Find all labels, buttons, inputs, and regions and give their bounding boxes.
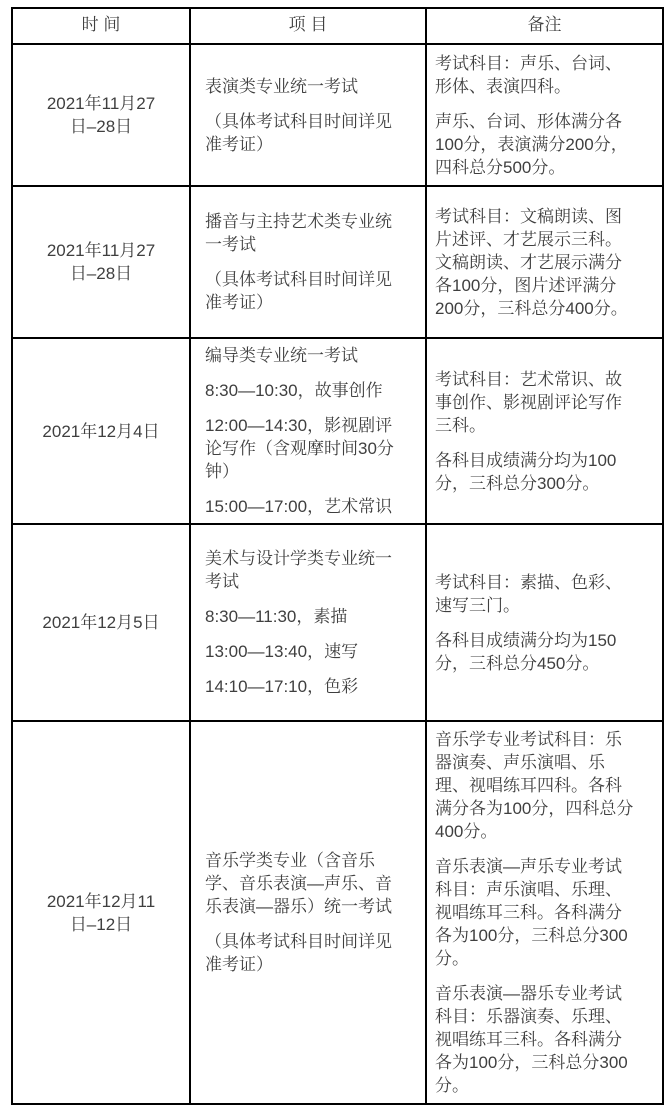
project-cell: 美术与设计学类专业统一考试 8:30—11:30，素描 13:00—13:40，速写 14:10—17:10，色彩: [190, 524, 426, 721]
time-cell: 2021年11月27 日–28日: [12, 186, 190, 338]
table-body: [12, 44, 663, 1104]
header-row: [12, 8, 663, 44]
column-header-notes: 备注: [426, 8, 663, 44]
table-row: [12, 721, 663, 1104]
table-row: [12, 44, 663, 186]
time-cell: 2021年12月4日: [12, 338, 190, 524]
table-row: [12, 186, 663, 338]
table-row: [12, 338, 663, 524]
table-row: [12, 524, 663, 721]
column-header-project: 项 目: [190, 8, 426, 44]
project-cell: 播音与主持艺术类专业统一考试 （具体考试科目时间详见准考证）: [190, 186, 426, 338]
time-cell: 2021年11月27 日–28日: [12, 44, 190, 186]
project-cell: 表演类专业统一考试 （具体考试科目时间详见准考证）: [190, 44, 426, 186]
table-header: [12, 8, 663, 44]
exam-schedule-table: [11, 7, 664, 1105]
time-cell: 2021年12月5日: [12, 524, 190, 721]
notes-cell: 考试科目：素描、色彩、速写三门。 各科目成绩满分均为150分，三科总分450分。: [426, 524, 663, 721]
project-cell: 音乐学类专业（含音乐学、音乐表演—声乐、音乐表演—器乐）统一考试 （具体考试科目时间详见准考证）: [190, 721, 426, 1104]
column-header-time: 时 间: [12, 8, 190, 44]
notes-cell: 音乐学专业考试科目：乐器演奏、声乐演唱、乐理、视唱练耳四科。各科满分各为100分，四科总分400分。 音乐表演—声乐专业考试科目：声乐演唱、乐理、视唱练耳三科。各科满分各为100分，三科总分300分。 音乐表演—器乐专业考试科目：乐器演奏、乐理、视唱练耳三科。各科满分各为100分，三科总分300分。: [426, 721, 663, 1104]
notes-cell: 考试科目：艺术常识、故事创作、影视剧评论写作三科。 各科目成绩满分均为100分，三科总分300分。: [426, 338, 663, 524]
time-cell: 2021年12月11 日–12日: [12, 721, 190, 1104]
notes-cell: 考试科目：声乐、台词、形体、表演四科。 声乐、台词、形体满分各100分，表演满分200分，四科总分500分。: [426, 44, 663, 186]
notes-cell: 考试科目：文稿朗读、图片述评、才艺展示三科。文稿朗读、才艺展示满分各100分，图片述评满分200分，三科总分400分。: [426, 186, 663, 338]
project-cell: 编导类专业统一考试 8:30—10:30，故事创作 12:00—14:30，影视剧评论写作（含观摩时间30分钟） 15:00—17:00，艺术常识: [190, 338, 426, 524]
